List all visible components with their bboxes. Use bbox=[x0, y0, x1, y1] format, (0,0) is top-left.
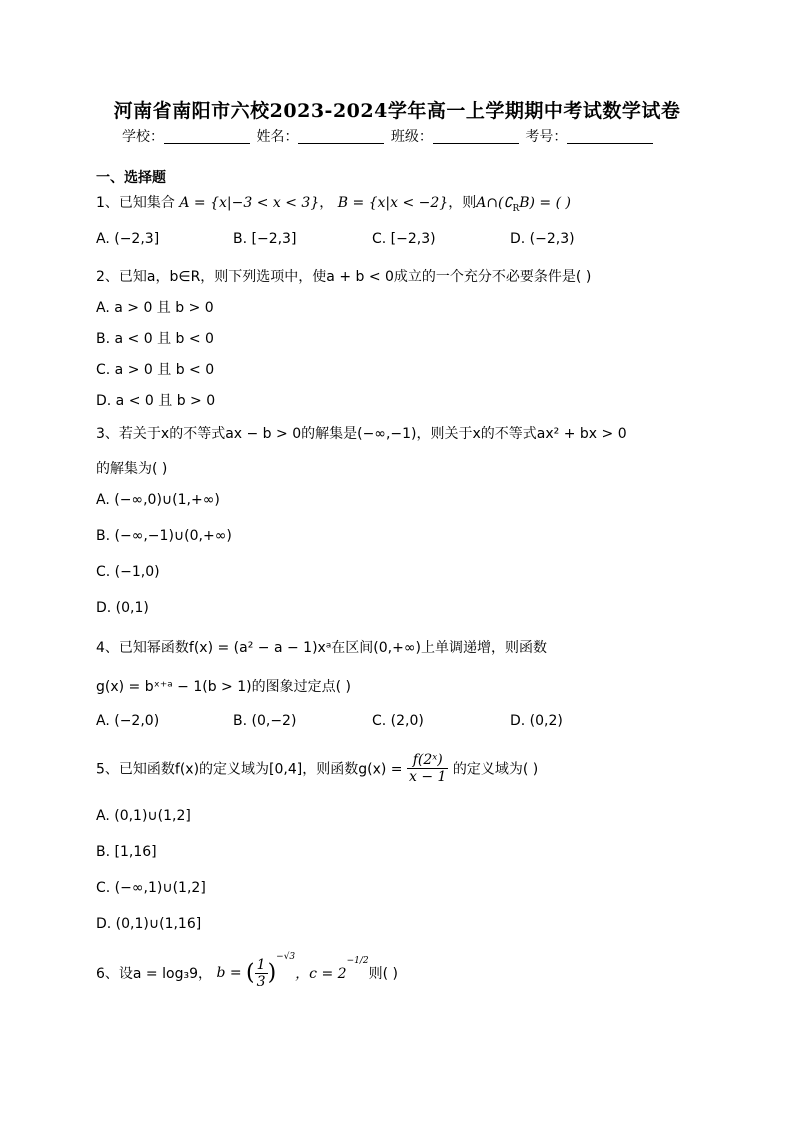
q6-stem-b: 则( ) bbox=[368, 966, 398, 982]
question-3-stem-line2: 的解集为( ) bbox=[96, 461, 168, 477]
q3-option-b[interactable]: B. (−∞,−1)∪(0,+∞) bbox=[96, 528, 232, 544]
q6-c-exponent: −1/2 bbox=[346, 956, 369, 966]
q3-option-c[interactable]: C. (−1,0) bbox=[96, 564, 160, 580]
page-title: 河南省南阳市六校2023-2024学年高一上学期期中考试数学试卷 bbox=[113, 100, 681, 122]
q5-option-b[interactable]: B. [1,16] bbox=[96, 844, 157, 860]
q5-option-c[interactable]: C. (−∞,1)∪(1,2] bbox=[96, 880, 206, 896]
q1-stem-b: ，则 bbox=[448, 195, 477, 211]
q2-option-c[interactable]: C. a > 0 且 b < 0 bbox=[96, 362, 215, 378]
question-4-stem-line2: g(x) = bˣ⁺ᵃ − 1(b > 1)的图象过定点( ) bbox=[96, 679, 351, 695]
q5-fraction bbox=[407, 752, 448, 785]
q3-option-a[interactable]: A. (−∞,0)∪(1,+∞) bbox=[96, 492, 220, 508]
q5-frac-den: x − 1 bbox=[408, 769, 447, 785]
q5-option-d[interactable]: D. (0,1)∪(1,16] bbox=[96, 916, 202, 932]
q1-option-b[interactable]: B. [−2,3] bbox=[233, 231, 297, 247]
q2-option-d[interactable]: D. a < 0 且 b > 0 bbox=[96, 393, 216, 409]
student-info-row bbox=[122, 126, 655, 146]
q6-frac-num: 1 bbox=[256, 956, 266, 973]
q6-b-exponent: −√3 bbox=[276, 952, 296, 962]
q5-stem-a: 5、已知函数f(x)的定义域为[0,4]，则函数g(x) = bbox=[96, 761, 403, 778]
question-2-stem: 2、已知a，b∈R，则下列选项中，使a + b < 0成立的一个充分不必要条件是( ) bbox=[96, 269, 592, 285]
q1-set-a: A = {x|−3 < x < 3} bbox=[179, 195, 320, 211]
q1-option-c[interactable]: C. [−2,3) bbox=[372, 231, 436, 247]
q5-frac-num: f(2ˣ) bbox=[407, 752, 448, 769]
q6-b-expr: b = bbox=[216, 965, 242, 981]
q1-sep: ， bbox=[319, 195, 334, 211]
q6-frac-den: 3 bbox=[256, 973, 266, 990]
q1-stem-a: 1、已知集合 bbox=[96, 195, 175, 211]
name-blank[interactable] bbox=[298, 129, 384, 144]
q6-right-paren: ) bbox=[267, 960, 277, 986]
q4-option-b[interactable]: B. (0,−2) bbox=[233, 713, 297, 729]
q6-left-paren: ( bbox=[246, 960, 255, 986]
q1-option-d[interactable]: D. (−2,3) bbox=[510, 231, 575, 247]
q6-c-expr: ，c = 2 bbox=[295, 966, 347, 982]
school-blank[interactable] bbox=[164, 129, 250, 144]
q1-expr2: B) = ( ) bbox=[519, 195, 571, 211]
q4-option-c[interactable]: C. (2,0) bbox=[372, 713, 424, 729]
question-1-stem bbox=[96, 192, 571, 214]
name-label: 姓名： bbox=[256, 129, 299, 145]
question-4-stem-line1: 4、已知幂函数f(x) = (a² − a − 1)xᵃ在区间(0,+∞)上单调递增，则函数 bbox=[96, 640, 547, 656]
question-3-stem-line1: 3、若关于x的不等式ax − b > 0的解集是(−∞,−1)，则关于x的不等式ax² + bx > 0 bbox=[96, 426, 627, 442]
q1-option-a[interactable]: A. (−2,3] bbox=[96, 231, 160, 247]
school-label: 学校： bbox=[122, 129, 164, 145]
class-blank[interactable] bbox=[433, 129, 519, 144]
number-blank[interactable] bbox=[567, 129, 653, 144]
q6-fraction bbox=[255, 957, 268, 990]
q5-option-a[interactable]: A. (0,1)∪(1,2] bbox=[96, 808, 191, 824]
question-6-stem bbox=[96, 952, 398, 990]
q6-stem-a: 6、设a = log₃9， bbox=[96, 966, 212, 982]
q4-option-a[interactable]: A. (−2,0) bbox=[96, 713, 160, 729]
q5-stem-b: 的定义域为( ) bbox=[452, 761, 539, 778]
q3-option-d[interactable]: D. (0,1) bbox=[96, 600, 149, 616]
class-label: 班级： bbox=[390, 129, 433, 145]
q1-set-b: B = {x|x < −2} bbox=[337, 195, 449, 211]
number-label: 考号： bbox=[525, 129, 568, 145]
q2-option-a[interactable]: A. a > 0 且 b > 0 bbox=[96, 300, 214, 316]
q2-option-b[interactable]: B. a < 0 且 b < 0 bbox=[96, 331, 214, 347]
question-5-stem bbox=[96, 752, 538, 785]
section-heading: 一、选择题 bbox=[96, 170, 166, 186]
q1-sub: R bbox=[512, 203, 520, 214]
q1-expr: A∩(∁ bbox=[476, 195, 513, 211]
q4-option-d[interactable]: D. (0,2) bbox=[510, 713, 563, 729]
